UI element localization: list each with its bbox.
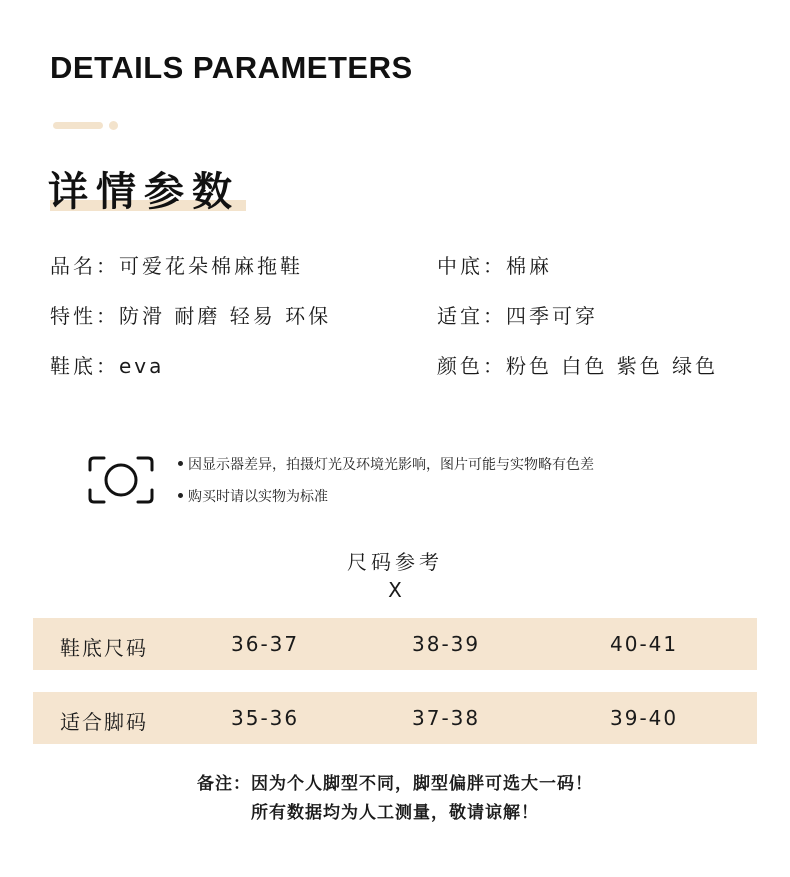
size-cell: 40-41	[610, 632, 679, 656]
param-colors: 颜色：粉色 白色 紫色 绿色	[437, 354, 719, 378]
row-label: 鞋底尺码	[60, 636, 148, 660]
row-label: 适合脚码	[60, 710, 148, 734]
footer-note: 备注：因为个人脚型不同，脚型偏胖可选大一码！	[197, 774, 593, 794]
size-cell: 36-37	[231, 632, 300, 656]
size-chart-title: 尺码参考	[347, 550, 443, 574]
notice-item	[178, 486, 328, 506]
param-name: 品名：可爱花朵棉麻拖鞋	[50, 254, 303, 278]
size-cell: 37-38	[412, 706, 481, 730]
size-cell: 39-40	[610, 706, 679, 730]
decorative-dot	[109, 121, 118, 130]
decorative-bar	[53, 122, 103, 129]
chinese-title-block	[48, 160, 240, 217]
camera-icon	[88, 456, 154, 504]
param-features: 特性：防滑 耐磨 轻易 环保	[50, 304, 332, 328]
param-sole: 鞋底：eva	[50, 354, 165, 378]
footer-note: 所有数据均为人工测量，敬请谅解！	[251, 803, 539, 823]
notice-text: 购买时请以实物为标准	[188, 489, 328, 505]
size-chart-x: X	[388, 578, 402, 602]
english-title: DETAILS PARAMETERS	[50, 50, 413, 85]
bullet-icon	[178, 493, 183, 498]
size-cell: 35-36	[231, 706, 300, 730]
notice-text: 因显示器差异，拍摄灯光及环境光影响，图片可能与实物略有色差	[188, 457, 594, 473]
chinese-title: 详情参数	[48, 169, 240, 215]
param-midsole: 中底：棉麻	[437, 254, 552, 278]
size-cell: 38-39	[412, 632, 481, 656]
notice-item	[178, 454, 594, 474]
bullet-icon	[178, 461, 183, 466]
param-season: 适宜：四季可穿	[437, 304, 598, 328]
